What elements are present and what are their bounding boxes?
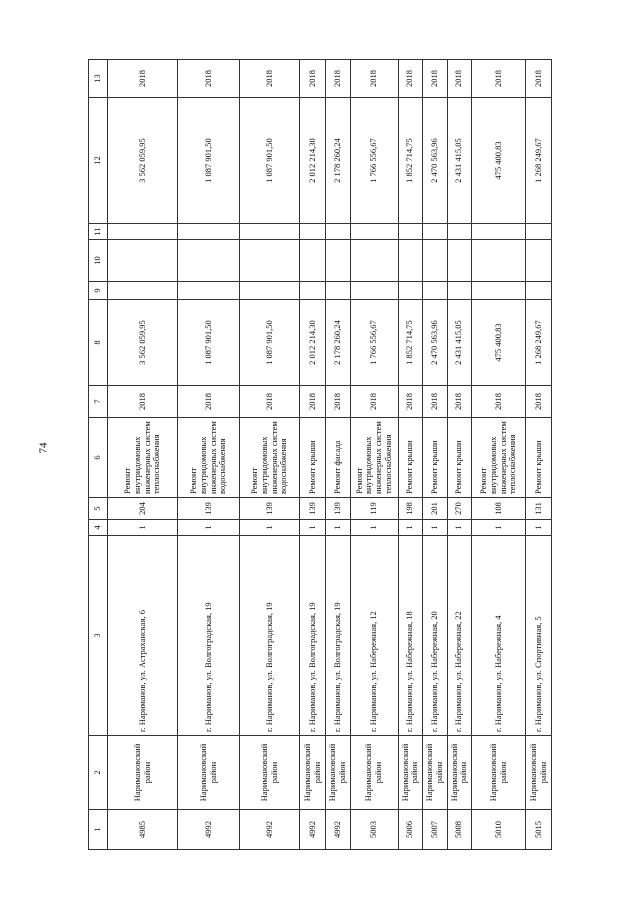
count-cell: 1 [472, 520, 526, 536]
table-row [526, 60, 552, 850]
empty-cell [350, 282, 398, 300]
row-number-cell: 4992 [178, 810, 240, 850]
empty-cell [423, 282, 448, 300]
cost-cell: 475 400,83 [472, 300, 526, 386]
count-cell: 1 [350, 520, 398, 536]
cost-cell: 1 852 714,75 [398, 300, 423, 386]
empty-cell [423, 224, 448, 240]
empty-cell [447, 282, 472, 300]
work-type-cell: Ремонт крыши [423, 418, 448, 498]
cost-cell: 2 470 563,96 [423, 300, 448, 386]
count-cell: 1 [240, 520, 300, 536]
total-cost-cell: 2 178 260,24 [326, 98, 351, 224]
district-cell: Наримановский район [326, 736, 351, 810]
header-cell: 13 [89, 60, 108, 98]
table-row [326, 60, 351, 850]
completion-year-cell: 2018 [178, 60, 240, 98]
total-cost-cell: 1 766 556,67 [350, 98, 398, 224]
address-cell: г. Нариманов, ул. Спортивная, 5 [526, 536, 552, 736]
cost-cell: 1 087 901,50 [240, 300, 300, 386]
header-cell: 8 [89, 300, 108, 386]
total-cost-cell: 2 431 415,05 [447, 98, 472, 224]
header-cell: 9 [89, 282, 108, 300]
total-cost-cell: 2 012 214,30 [300, 98, 326, 224]
year-cell: 2018 [423, 386, 448, 418]
row-number-cell: 4992 [300, 810, 326, 850]
district-cell: Наримановский район [240, 736, 300, 810]
building-number-cell: 139 [178, 498, 240, 520]
completion-year-cell: 2018 [240, 60, 300, 98]
total-cost-cell: 1 087 901,50 [178, 98, 240, 224]
empty-cell [108, 224, 178, 240]
empty-cell [178, 240, 240, 282]
header-cell: 3 [89, 536, 108, 736]
header-cell: 2 [89, 736, 108, 810]
page-number: 74 [37, 442, 50, 454]
completion-year-cell: 2018 [326, 60, 351, 98]
empty-cell [447, 224, 472, 240]
empty-cell [447, 240, 472, 282]
building-number-cell: 139 [300, 498, 326, 520]
empty-cell [526, 282, 552, 300]
completion-year-cell: 2018 [526, 60, 552, 98]
building-number-cell: 131 [526, 498, 552, 520]
header-cell: 10 [89, 240, 108, 282]
empty-cell [326, 224, 351, 240]
empty-cell [326, 240, 351, 282]
count-cell: 1 [178, 520, 240, 536]
row-number-cell: 5008 [447, 810, 472, 850]
building-number-cell: 139 [240, 498, 300, 520]
empty-cell [108, 240, 178, 282]
building-number-cell: 201 [423, 498, 448, 520]
count-cell: 1 [398, 520, 423, 536]
district-cell: Наримановский район [526, 736, 552, 810]
row-number-cell: 5010 [472, 810, 526, 850]
district-cell: Наримановский район [350, 736, 398, 810]
header-cell: 4 [89, 520, 108, 536]
table-row [178, 60, 240, 850]
table-row [447, 60, 472, 850]
year-cell: 2018 [108, 386, 178, 418]
completion-year-cell: 2018 [300, 60, 326, 98]
address-cell: г. Нариманов, ул. Набережная, 12 [350, 536, 398, 736]
empty-cell [240, 282, 300, 300]
completion-year-cell: 2018 [350, 60, 398, 98]
cost-cell: 2 431 415,05 [447, 300, 472, 386]
district-cell: Наримановский район [300, 736, 326, 810]
building-number-cell: 119 [350, 498, 398, 520]
district-cell: Наримановский район [472, 736, 526, 810]
cost-cell: 1 087 901,50 [178, 300, 240, 386]
work-type-cell: Ремонт крыши [526, 418, 552, 498]
total-cost-cell: 3 562 059,95 [108, 98, 178, 224]
empty-cell [300, 240, 326, 282]
header-cell: 12 [89, 98, 108, 224]
cost-cell: 2 012 214,30 [300, 300, 326, 386]
cost-cell: 1 268 249,67 [526, 300, 552, 386]
year-cell: 2018 [472, 386, 526, 418]
rotated-table-container [88, 60, 583, 850]
empty-cell [300, 224, 326, 240]
empty-cell [240, 240, 300, 282]
cost-cell: 1 766 556,67 [350, 300, 398, 386]
total-cost-cell: 1 852 714,75 [398, 98, 423, 224]
empty-cell [300, 282, 326, 300]
row-number-cell: 5015 [526, 810, 552, 850]
building-number-cell: 139 [326, 498, 351, 520]
cost-cell: 2 178 260,24 [326, 300, 351, 386]
total-cost-cell: 475 400,83 [472, 98, 526, 224]
address-cell: г. Нариманов, ул. Набережная, 22 [447, 536, 472, 736]
header-cell: 1 [89, 810, 108, 850]
district-cell: Наримановский район [447, 736, 472, 810]
address-cell: г. Нариманов, ул. Набережная, 4 [472, 536, 526, 736]
empty-cell [350, 240, 398, 282]
count-cell: 1 [300, 520, 326, 536]
completion-year-cell: 2018 [447, 60, 472, 98]
district-cell: Наримановский район [108, 736, 178, 810]
work-type-cell: Ремонт внутридомовых инженерных систем теплоснабжения [108, 418, 178, 498]
year-cell: 2018 [398, 386, 423, 418]
count-cell: 1 [108, 520, 178, 536]
count-cell: 1 [423, 520, 448, 536]
building-number-cell: 108 [472, 498, 526, 520]
address-cell: г. Нариманов, ул. Волгоградская, 19 [178, 536, 240, 736]
row-number-cell: 4992 [326, 810, 351, 850]
work-type-cell: Ремонт крыши [398, 418, 423, 498]
header-cell: 7 [89, 386, 108, 418]
address-cell: г. Нариманов, ул. Волгоградская, 19 [300, 536, 326, 736]
row-number-cell: 5006 [398, 810, 423, 850]
row-number-cell: 5003 [350, 810, 398, 850]
empty-cell [526, 224, 552, 240]
work-type-cell: Ремонт крыши [447, 418, 472, 498]
work-type-cell: Ремонт внутридомовых инженерных систем водоснабжения [178, 418, 240, 498]
count-cell: 1 [447, 520, 472, 536]
district-cell: Наримановский район [423, 736, 448, 810]
year-cell: 2018 [447, 386, 472, 418]
building-number-cell: 198 [398, 498, 423, 520]
empty-cell [472, 224, 526, 240]
work-type-cell: Ремонт внутридомовых инженерных систем теплоснабжения [350, 418, 398, 498]
empty-cell [178, 224, 240, 240]
header-cell: 5 [89, 498, 108, 520]
table-body [108, 60, 552, 850]
total-cost-cell: 2 470 563,96 [423, 98, 448, 224]
row-number-cell: 4985 [108, 810, 178, 850]
work-type-cell: Ремонт крыши [300, 418, 326, 498]
building-number-cell: 204 [108, 498, 178, 520]
address-cell: г. Нариманов, ул. Волгоградская, 19 [240, 536, 300, 736]
year-cell: 2018 [240, 386, 300, 418]
address-cell: г. Нариманов, ул. Набережная, 18 [398, 536, 423, 736]
year-cell: 2018 [326, 386, 351, 418]
cost-cell: 3 562 059,95 [108, 300, 178, 386]
empty-cell [326, 282, 351, 300]
work-type-cell: Ремонт фасада [326, 418, 351, 498]
completion-year-cell: 2018 [472, 60, 526, 98]
empty-cell [398, 240, 423, 282]
completion-year-cell: 2018 [423, 60, 448, 98]
completion-year-cell: 2018 [108, 60, 178, 98]
table-row [423, 60, 448, 850]
year-cell: 2018 [350, 386, 398, 418]
completion-year-cell: 2018 [398, 60, 423, 98]
table-row [108, 60, 178, 850]
empty-cell [108, 282, 178, 300]
count-cell: 1 [326, 520, 351, 536]
count-cell: 1 [526, 520, 552, 536]
empty-cell [398, 282, 423, 300]
table-row [240, 60, 300, 850]
row-number-cell: 5007 [423, 810, 448, 850]
address-cell: г. Нариманов, ул. Набережная, 20 [423, 536, 448, 736]
header-cell: 6 [89, 418, 108, 498]
total-cost-cell: 1 268 249,67 [526, 98, 552, 224]
empty-cell [350, 224, 398, 240]
table-row [350, 60, 398, 850]
empty-cell [472, 282, 526, 300]
empty-cell [423, 240, 448, 282]
district-cell: Наримановский район [398, 736, 423, 810]
header-cell: 11 [89, 224, 108, 240]
header-row [89, 60, 108, 850]
year-cell: 2018 [526, 386, 552, 418]
address-cell: г. Нариманов, ул. Астраханская, 6 [108, 536, 178, 736]
total-cost-cell: 1 087 901,50 [240, 98, 300, 224]
table-row [472, 60, 526, 850]
year-cell: 2018 [178, 386, 240, 418]
work-type-cell: Ремонт внутридомовых инженерных систем водоснабжения [240, 418, 300, 498]
repair-program-table [88, 59, 552, 850]
empty-cell [526, 240, 552, 282]
table-row [300, 60, 326, 850]
empty-cell [178, 282, 240, 300]
work-type-cell: Ремонт внутридомовых инженерных систем теплоснабжения [472, 418, 526, 498]
district-cell: Наримановский район [178, 736, 240, 810]
row-number-cell: 4992 [240, 810, 300, 850]
empty-cell [398, 224, 423, 240]
table-row [398, 60, 423, 850]
address-cell: г. Нариманов, ул. Волгоградская, 19 [326, 536, 351, 736]
building-number-cell: 270 [447, 498, 472, 520]
empty-cell [240, 224, 300, 240]
year-cell: 2018 [300, 386, 326, 418]
empty-cell [472, 240, 526, 282]
